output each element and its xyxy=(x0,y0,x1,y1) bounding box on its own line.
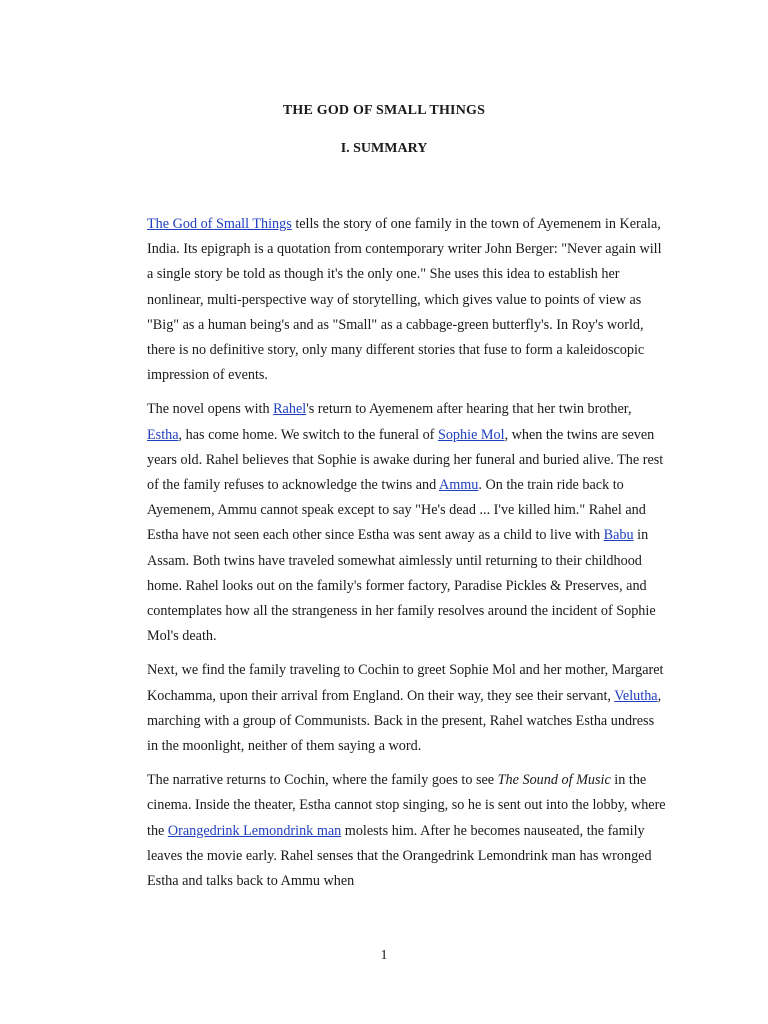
link-ammu[interactable]: Ammu xyxy=(438,477,479,494)
paragraph-4 xyxy=(147,768,667,894)
paragraph-text: molests him. After he becomes nauseated, the family leaves the movie early. Rahel senses that the Orangedrink Lemondrink man has wronged Estha and talks back to Ammu when xyxy=(147,822,652,890)
page-number: 1 xyxy=(380,948,388,963)
summary-body xyxy=(147,212,667,903)
paragraph-text: . On the train ride back to Ayemenem, Ammu cannot speak except to say "He's dead ... I've killed him." Rahel and Estha have not seen each other since Estha was sent away as a child to live with xyxy=(147,477,646,544)
paragraph-2 xyxy=(147,397,667,649)
section-heading: I. SUMMARY xyxy=(340,141,428,156)
link-sophie-mol[interactable]: Sophie Mol xyxy=(437,426,505,443)
paragraph-1 xyxy=(147,212,667,388)
paragraph-text: , when the twins are seven years old. Rahel believes that Sophie is awake during her funeral and buried alive. The rest of the family refuses to acknowledge the twins and xyxy=(147,426,664,494)
document-title: THE GOD OF SMALL THINGS xyxy=(282,103,486,118)
paragraph-text: Next, we find the family traveling to Cochin to greet Sophie Mol and her mother, Margaret Kochamma, upon their arrival from England. On their way, they see their servant, xyxy=(147,662,664,704)
link-the-god-of-small-things[interactable]: The God of Small Things xyxy=(147,216,292,232)
link-rahel[interactable]: Rahel xyxy=(273,401,307,418)
italic-title: The Sound of Music xyxy=(497,772,611,789)
link-babu[interactable]: Babu xyxy=(603,527,634,544)
link-estha[interactable]: Estha xyxy=(147,426,179,443)
link-orangedrink-lemondrink-man[interactable]: Orangedrink Lemondrink man xyxy=(167,822,342,839)
paragraph-3 xyxy=(147,658,667,759)
paragraph-text: The novel opens with xyxy=(147,401,274,418)
paragraph-text: in Assam. Both twins have traveled somewhat aimlessly until returning to their childhood home. Rahel looks out on the family's former factory, Paradise Pickles & Preserves, and contemplates how all the strangeness in her family resolves around the incident of Sophie Mol's death. xyxy=(147,527,656,645)
paragraph-text: , has come home. We switch to the funeral of xyxy=(178,426,438,443)
link-velutha[interactable]: Velutha xyxy=(614,687,658,704)
paragraph-text: 's return to Ayemenem after hearing that her twin brother, xyxy=(306,401,632,418)
paragraph-text: tells the story of one family in the town of Ayemenem in Kerala, India. Its epigraph is a quotation from contemporary writer John Berger: "Never again will a single story be told as though it's the only one." She uses this idea to establish her nonlinear, multi-perspective way of storytelling, which gives value to points of view as "Big" as a human being's and as "Small" as a cabbage-green butterfly's. In Roy's world, there is no definitive story, only many different stories that fuse to form a kaleidoscopic impression of events. xyxy=(147,216,662,384)
paragraph-text: in the cinema. Inside the theater, Estha cannot stop singing, so he is sent out into the lobby, where the xyxy=(147,772,666,839)
paragraph-text: , marching with a group of Communists. Back in the present, Rahel watches Estha undress in the moonlight, neither of them saying a word. xyxy=(147,687,662,755)
paragraph-text: The narrative returns to Cochin, where the family goes to see xyxy=(147,772,498,789)
